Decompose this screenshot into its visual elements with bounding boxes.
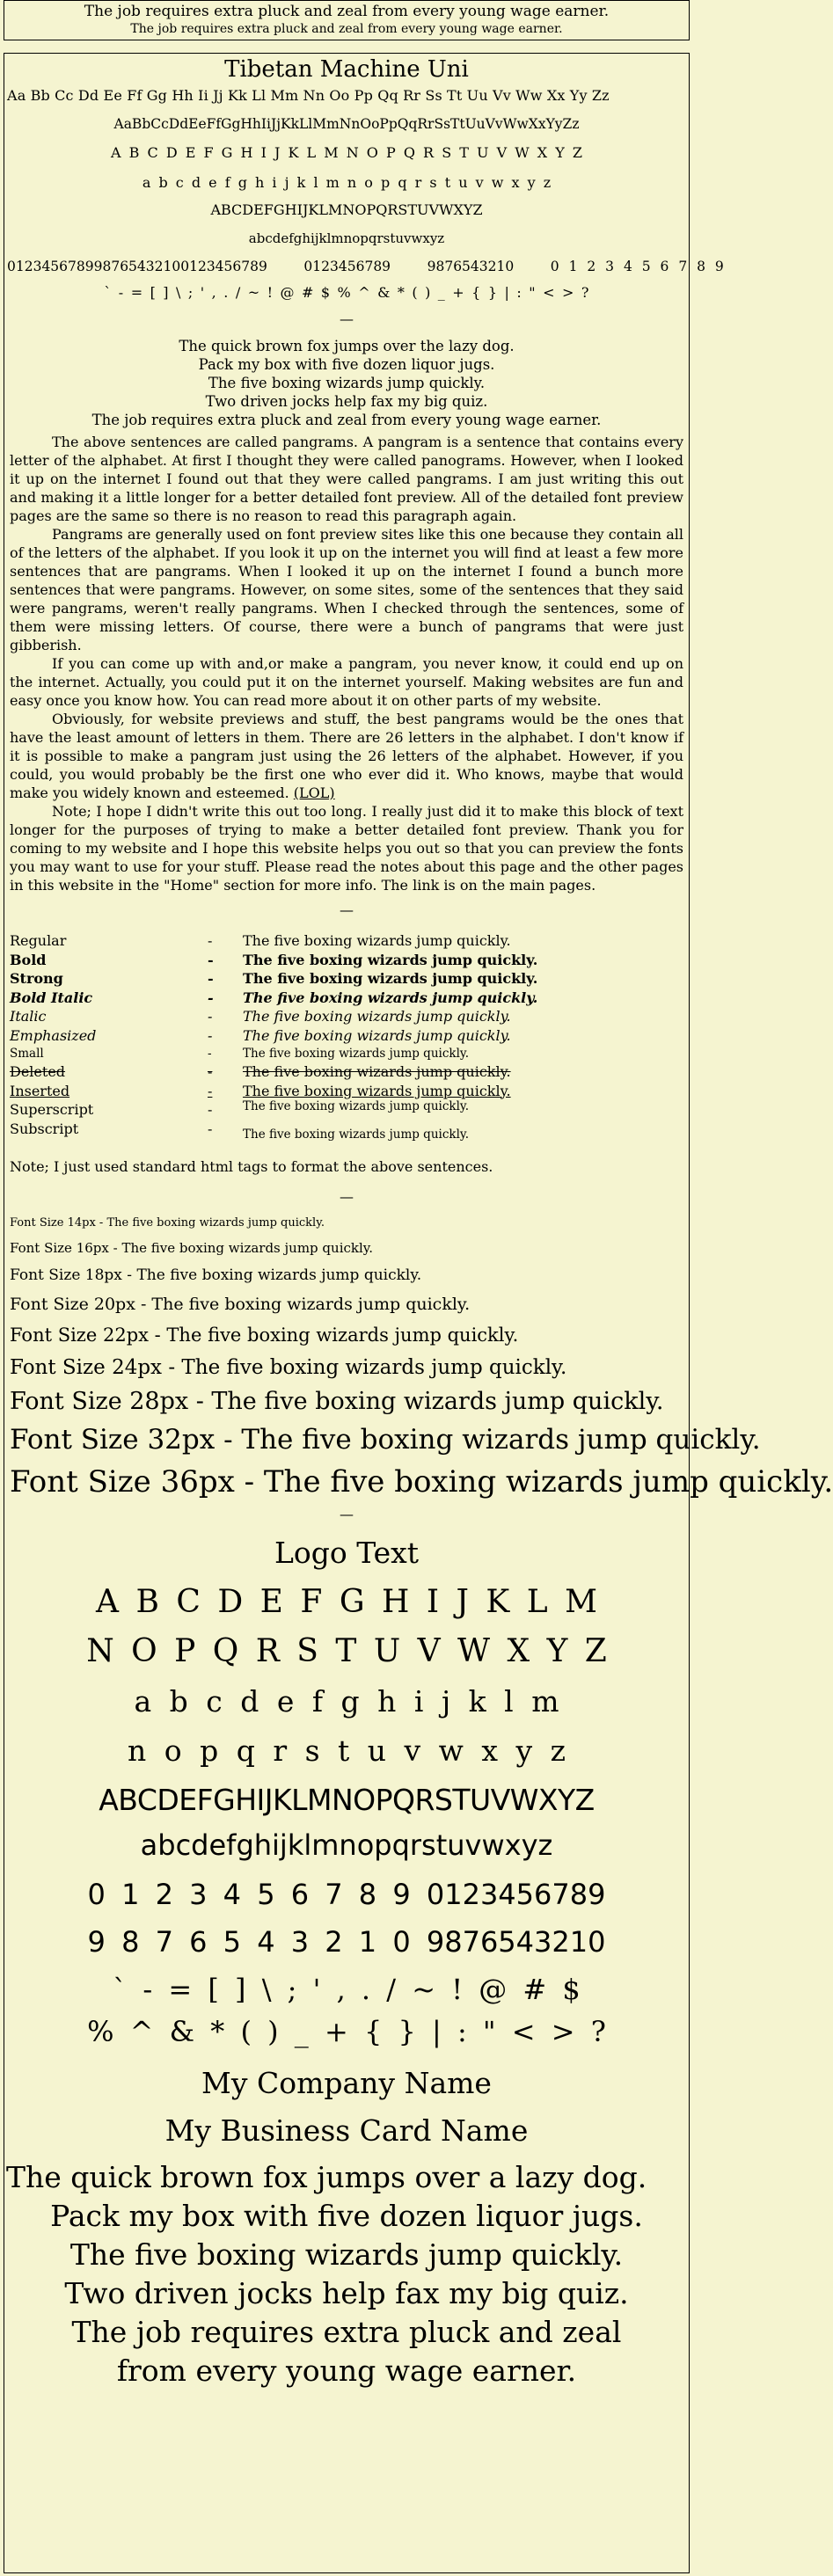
- logo-pangram-5b: from every young wage earner.: [116, 2353, 577, 2388]
- logo-upper-2: N O P Q R S T U V W X Y Z: [86, 1633, 607, 1669]
- logo-numbers-1: 0 1 2 3 4 5 6 7 8 9 0123456789: [87, 1878, 606, 1911]
- paragraph-4: Obviously, for website previews and stuff, the best pangrams would be the ones that have the least amount of letters in them. There are 26 letters in the alphabet. I don't know if it is possible to make a pangram just using the 26 letters of the alphabet. However, if you could, you would probably be the first one who ever did it. Who knows, maybe that would make you widely known and esteemed. (LOL): [10, 711, 683, 801]
- logo-pangram-5a: The job requires extra pluck and zeal: [71, 2315, 622, 2349]
- font-size-36: Font Size 36px - The five boxing wizards jump quickly.: [10, 1464, 833, 1500]
- font-size-18: Font Size 18px - The five boxing wizards jump quickly.: [10, 1266, 422, 1284]
- numbers-d: 0 1 2 3 4 5 6 7 8 9: [550, 259, 724, 274]
- logo-lower-2: n o p q r s t u v w x y z: [127, 1733, 566, 1768]
- styles-note: Note; I just used standard html tags to format the above sentences.: [10, 1158, 493, 1175]
- uppercase-spaced: A B C D E F G H I J K L M N O P Q R S T U V W X Y Z: [111, 144, 582, 161]
- logo-pangram-4: Two driven jocks help fax my big quiz.: [64, 2276, 629, 2310]
- company-name: My Company Name: [201, 2066, 492, 2100]
- lowercase-spaced: a b c d e f g h i j k l m n o p q r s t u v w x y z: [142, 174, 552, 191]
- alphabet-pairs-compact: AaBbCcDdEeFfGgHhIiJjKkLlMmNnOoPpQqRrSsTtUuVvWwXxYyZz: [113, 116, 580, 132]
- separator: —: [340, 1506, 354, 1522]
- style-row-inserted: Inserted - The five boxing wizards jump quickly.: [10, 1082, 511, 1099]
- numbers-row: [4, 258, 724, 275]
- logo-symbols-1: ` - = [ ] \ ; ' , . / ~ ! @ # $: [113, 1973, 581, 2006]
- header-pangram-box: [4, 0, 690, 40]
- style-row-regular: Regular - The five boxing wizards jump quickly.: [10, 932, 511, 949]
- alphabet-pairs: Aa Bb Cc Dd Ee Ff Gg Hh Ii Jj Kk Ll Mm Nn Oo Pp Qq Rr Ss Tt Uu Vv Ww Xx Yy Zz: [7, 87, 610, 104]
- style-row-strong: Strong - The five boxing wizards jump quickly.: [10, 970, 538, 987]
- style-row-subscript: Subscript - The five boxing wizards jump quickly.: [10, 1120, 470, 1142]
- paragraph-1: The above sentences are called pangrams. A pangram is a sentence that contains every letter of the alphabet. At first I thought they were called panograms. However, when I looked it up on the internet I found out that they were called pangrams. I am just writing this out and making it a little longer for a better detailed font preview. All of the detailed font preview pages are the same so there is no reason to read this paragraph again.: [10, 434, 683, 524]
- logo-upper-1: A B C D E F G H I J K L M: [96, 1584, 597, 1620]
- pangram-1: The quick brown fox jumps over the lazy dog.: [179, 338, 515, 354]
- lol-abbr: (LOL): [293, 784, 335, 801]
- font-size-22: Font Size 22px - The five boxing wizards jump quickly.: [10, 1324, 519, 1346]
- lowercase-compact: abcdefghijklmnopqrstuvwxyz: [248, 230, 445, 246]
- font-size-24: Font Size 24px - The five boxing wizards jump quickly.: [10, 1356, 567, 1379]
- pangram-4: Two driven jocks help fax my big quiz.: [205, 393, 488, 410]
- numbers-b: 0123456789: [303, 259, 391, 274]
- pangram-explanation: [4, 433, 689, 894]
- uppercase-compact: ABCDEFGHIJKLMNOPQRSTUVWXYZ: [210, 201, 483, 218]
- paragraph-5: Note; I hope I didn't write this out too long. I really just did it to make this block of text longer for the purposes of trying to make a better detailed font preview. Thank you for coming to my website and I hope this website helps you out so that you can preview the fonts you may want to use for your stuff. Please read the notes about this page and the other pages in this website in the "Home" section for more info. The link is on the main pages.: [10, 803, 683, 894]
- logo-lower-1: a b c d e f g h i j k l m: [134, 1684, 559, 1719]
- numbers-a: 01234567899876543210012345678​9: [7, 259, 267, 274]
- header-pangram-small: The job requires extra pluck and zeal from every young wage earner.: [130, 22, 563, 36]
- separator: —: [340, 901, 354, 918]
- pangram-2: Pack my box with five dozen liquor jugs.: [198, 356, 495, 373]
- paragraph-2: Pangrams are generally used on font preview sites like this one because they contain all of the letters of the alphabet. If you look it up on the internet you will find at least a few more sentences that are pangrams. When I looked it up on the internet I found a bunch more sentences that were pangrams. However, on some sites, some of the sentences that they said were pangrams, weren't really pangrams. When I checked through the sentences, some of them were missing letters. Of course, there were a bunch of pangrams that were just gibberish.: [10, 526, 683, 653]
- pangram-list: [4, 337, 689, 429]
- separator: —: [340, 310, 354, 327]
- logo-upper-compact: ABCDEFGHIJKLMNOPQRSTUVWXYZ: [99, 1783, 595, 1817]
- logo-pangram-1: The quick brown fox jumps over a lazy dog.: [6, 2160, 647, 2194]
- logo-pangram-3: The five boxing wizards jump quickly.: [69, 2237, 624, 2272]
- style-row-italic: Italic - The five boxing wizards jump quickly.: [10, 1008, 511, 1025]
- logo-numbers-2: 9 8 7 6 5 4 3 2 1 0 9876543210: [87, 1925, 606, 1959]
- style-row-bold-italic: Bold Italic - The five boxing wizards jump quickly.: [10, 989, 538, 1006]
- font-size-28: Font Size 28px - The five boxing wizards jump quickly.: [10, 1388, 664, 1415]
- font-size-20: Font Size 20px - The five boxing wizards jump quickly.: [10, 1295, 471, 1314]
- logo-lower-compact: abcdefghijklmnopqrstuvwxyz: [140, 1828, 553, 1862]
- font-size-16: Font Size 16px - The five boxing wizards jump quickly.: [10, 1240, 374, 1256]
- font-name-title: Tibetan Machine Uni: [224, 56, 469, 83]
- logo-symbols-2: % ^ & * ( ) _ + { } | : " < > ?: [87, 2015, 606, 2048]
- pangram-3: The five boxing wizards jump quickly.: [208, 375, 486, 391]
- style-row-bold: Bold - The five boxing wizards jump quickly.: [10, 951, 538, 968]
- style-row-emphasized: Emphasized - The five boxing wizards jump quickly.: [10, 1026, 511, 1044]
- symbols-row: ` - = [ ] \ ; ' , . / ~ ! @ # $ % ^ & * ( ) _ + { } | : " < > ?: [104, 284, 589, 301]
- style-samples: [4, 931, 689, 1142]
- font-size-samples: [4, 1215, 833, 1502]
- header-pangram-large: The job requires extra pluck and zeal from every young wage earner.: [84, 3, 610, 20]
- business-card-name: My Business Card Name: [164, 2113, 529, 2148]
- style-row-superscript: Superscript - The five boxing wizards jump quickly.: [10, 1099, 470, 1118]
- logo-title: Logo Text: [274, 1536, 420, 1570]
- font-size-32: Font Size 32px - The five boxing wizards jump quickly.: [10, 1424, 761, 1456]
- paragraph-3: If you can come up with and,or make a pangram, you never know, it could end up on the internet. Actually, you could put it on the internet yourself. Making websites are fun and easy once you know how. You can read more about it on other parts of my website.: [10, 655, 683, 709]
- logo-text-section: [4, 1536, 689, 2390]
- logo-pangram-2: Pack my box with five dozen liquor jugs.: [50, 2199, 643, 2233]
- font-size-14: Font Size 14px - The five boxing wizards jump quickly.: [10, 1216, 325, 1230]
- style-row-deleted: Deleted - The five boxing wizards jump quickly.: [10, 1063, 511, 1080]
- pangram-5: The job requires extra pluck and zeal from every young wage earner.: [91, 412, 602, 428]
- numbers-c: 9876543210: [427, 259, 515, 274]
- style-row-small: Small - The five boxing wizards jump quickly.: [10, 1047, 470, 1061]
- separator: —: [340, 1188, 354, 1205]
- font-preview-panel: [4, 53, 833, 2573]
